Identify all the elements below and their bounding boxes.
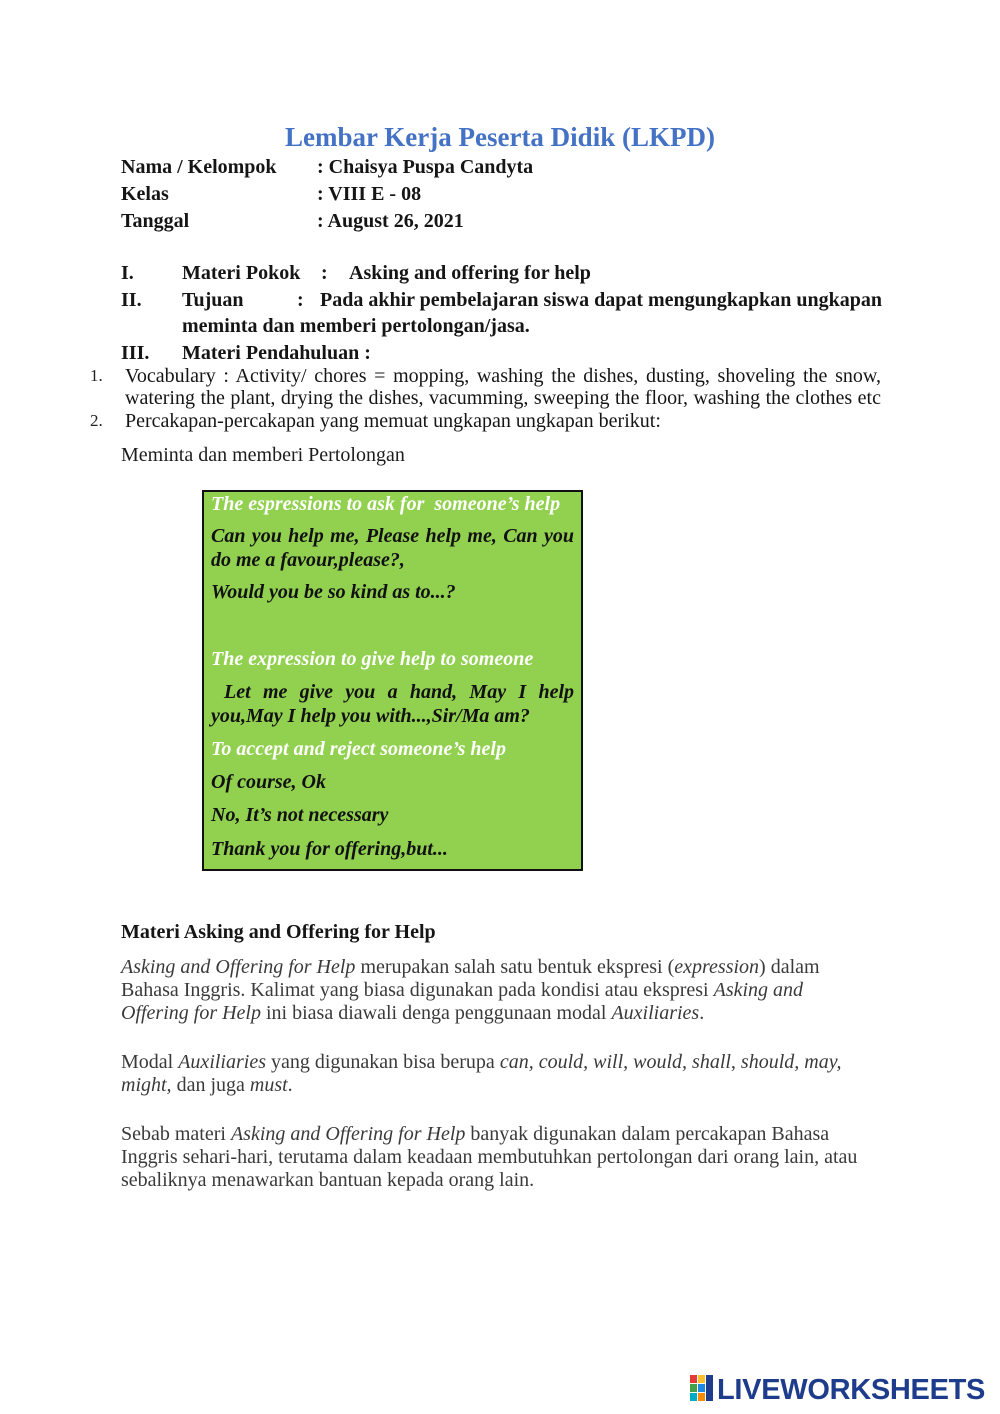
reading-italic-term: Offering for Help [121,1002,261,1024]
section-1-label: Materi Pokok [182,262,301,284]
reading-text-segment: ) dalam [759,956,820,978]
respond-help-expression: Thank you for offering,but... [211,838,448,860]
list-item-1-line-2: watering the plant, drying the dishes, vacumming, sweeping the floor, washing the clothes etc [125,387,881,409]
name-label: Nama / Kelompok [121,156,277,178]
name-value: : Chaisya Puspa Candyta [317,156,534,178]
reading-italic-term: must [249,1074,288,1096]
list-item-1-number: 1. [90,366,103,385]
reading-text-segment: banyak digunakan dalam percakapan Bahasa [465,1123,830,1145]
reading-italic-term: might, [121,1074,172,1096]
respond-help-expression: No, It’s not necessary [211,804,389,826]
reading-text-segment: Sebab materi [121,1123,231,1145]
date-label: Tanggal [121,210,190,232]
reading-italic-term: expression [674,956,760,978]
section-1-numeral: I. [121,262,134,284]
reading-text-segment: Inggris sehari-hari, terutama dalam keadaan membutuhkan pertolongan dari orang lain, atau [121,1146,858,1168]
page-title: Lembar Kerja Peserta Didik (LKPD) [285,122,715,152]
list-item-2-number: 2. [90,411,103,430]
section-2-numeral: II. [121,289,142,311]
reading-italic-term: Auxiliaries [611,1002,700,1024]
ask-help-expression: Would you be so kind as to...? [211,581,456,603]
ask-help-heading: The espressions to ask for someone’s help [211,493,561,515]
reading-text-segment: yang digunakan bisa berupa [265,1051,500,1073]
reading-text-segment: . [287,1074,293,1096]
liveworksheets-logo [690,1373,985,1407]
liveworksheets-logo-icon [690,1375,714,1406]
reading-heading: Materi Asking and Offering for Help [121,921,436,943]
section-2-label: Tujuan [182,289,244,311]
reading-italic-term: can, could, will, would, shall, should, may, [499,1051,842,1073]
reading-italic-term: Auxiliaries [178,1051,266,1073]
section-1-text: Asking and offering for help [349,262,591,284]
section-3-label: Materi Pendahuluan : [182,342,371,364]
class-label: Kelas [121,183,169,205]
reading-paragraph-3-line-1 [121,1123,829,1146]
respond-help-heading: To accept and reject someone’s help [211,738,506,760]
ask-help-expression: Can you help me, Please help me, Can you do me a favour,please?, [211,525,574,571]
reading-text-segment: . [699,1002,705,1024]
reading-paragraph-1-line-1 [121,956,820,979]
section-2-continuation: meminta dan memberi pertolongan/jasa. [182,315,530,337]
reading-text-segment: merupakan salah satu bentuk ekspresi ( [355,956,675,978]
give-help-heading: The expression to give help to someone [211,648,534,670]
reading-paragraph-2-line-1 [121,1051,841,1074]
reading-paragraph-2-line-2 [121,1074,293,1097]
reading-italic-term: Asking and Offering for Help [230,1123,466,1145]
date-value: : August 26, 2021 [317,210,464,232]
reading-paragraph-3-line-3 [121,1169,534,1192]
reading-text-segment: Modal [121,1051,179,1073]
expressions-box [202,490,583,871]
section-2-separator: : [297,289,304,311]
respond-help-expression: Of course, Ok [211,771,326,793]
class-value: : VIII E - 08 [317,183,422,205]
reading-paragraph-3-line-2 [121,1146,857,1169]
reading-text-segment: dan juga [171,1074,250,1096]
reading-text-segment: sebaliknya menawarkan bantuan kepada orang lain. [121,1169,535,1191]
section-2-text: Pada akhir pembelajaran siswa dapat mengungkapkan ungkapan [320,289,883,311]
reading-text-segment: ini biasa diawali denga penggunaan modal [261,1002,612,1024]
give-help-expression: Let me give you a hand, May I help you,May I help you with...,Sir/Ma am? [211,681,574,727]
subheading: Meminta dan memberi Pertolongan [121,444,405,466]
liveworksheets-wordmark: LIVEWORKSHEETS [717,1374,986,1406]
reading-paragraph-1-line-3 [121,1002,704,1025]
list-item-2-line-1: Percakapan-percakapan yang memuat ungkapan ungkapan berikut: [125,410,661,432]
reading-italic-term: Asking and Offering for Help [121,956,356,978]
reading-paragraph-1-line-2 [121,979,803,1002]
section-1-separator: : [321,262,328,284]
list-item-1-line-1: Vocabulary : Activity/ chores = mopping, washing the dishes, dusting, shoveling the snow, [125,365,881,387]
reading-text-segment: Bahasa Inggris. Kalimat yang biasa digunakan pada kondisi atau ekspresi [121,979,714,1001]
section-3-numeral: III. [121,342,150,364]
reading-italic-term: Asking and [713,979,804,1001]
